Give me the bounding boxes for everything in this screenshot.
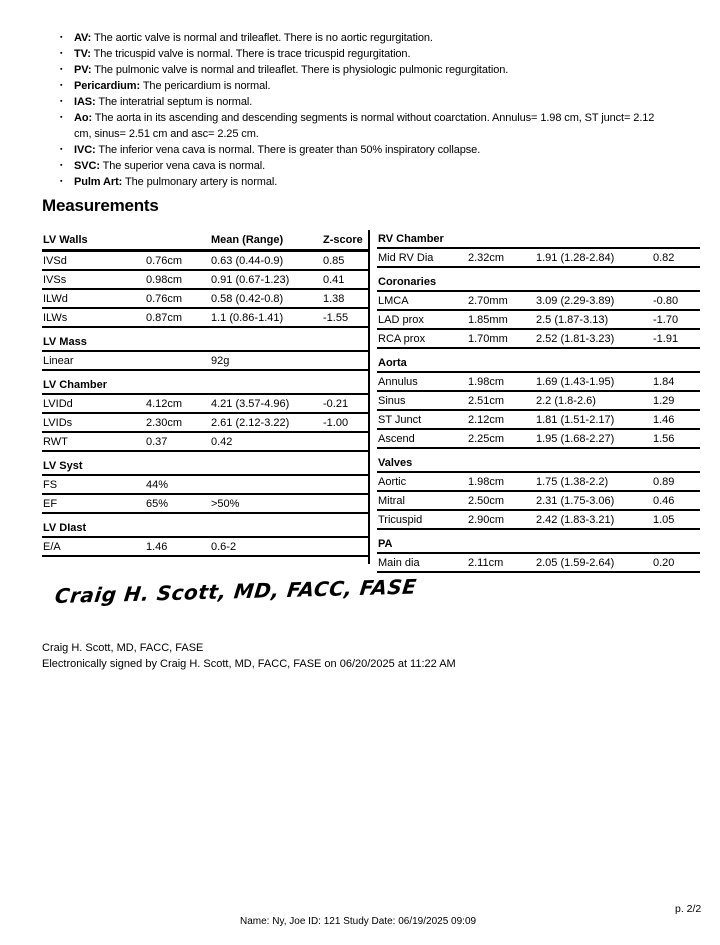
table-cell: 4.21 (3.57-4.96) <box>211 398 290 410</box>
table-cell: 0.89 <box>653 476 675 488</box>
table-cell: LV Syst <box>43 460 83 472</box>
bullet-square-icon: ▪ <box>60 114 63 121</box>
table-cell: IVSd <box>43 255 67 267</box>
measurements-heading: Measurements <box>42 196 159 215</box>
bullet-square-icon: ▪ <box>60 178 63 185</box>
finding-item <box>60 78 685 94</box>
table-cell: 1.98cm <box>468 476 505 488</box>
footer-patient-info: Name: Ny, Joe ID: 121 Study Date: 06/19/2025 09:09 <box>240 916 477 927</box>
finding-description: The pulmonary artery is normal. <box>124 176 278 188</box>
table-cell <box>145 243 210 249</box>
table-cell <box>145 366 210 369</box>
table-row <box>42 252 368 271</box>
finding-label: TV: <box>74 48 91 60</box>
table-row <box>377 473 700 492</box>
table-cell: Z-score <box>323 234 363 246</box>
table-cell <box>322 509 368 512</box>
lv-measurements-table <box>42 230 368 557</box>
table-cell <box>210 490 322 493</box>
table-cell: 2.70mm <box>468 295 508 307</box>
table-cell: Ascend <box>378 433 415 445</box>
table-cell: LVIDd <box>43 398 73 410</box>
table-cell: LV Mass <box>43 336 87 348</box>
table-cell: 0.42 <box>211 436 233 448</box>
table-cell: LV Chamber <box>43 379 107 391</box>
table-row <box>377 292 700 311</box>
table-row <box>377 411 700 430</box>
table-cell: Mean (Range) <box>211 234 284 246</box>
table-cell: IVSs <box>43 274 67 286</box>
table-cell: 1.69 (1.43-1.95) <box>536 376 615 388</box>
table-row <box>377 554 700 573</box>
table-row <box>377 511 700 530</box>
table-cell: 1.38 <box>323 293 345 305</box>
table-cell: -1.91 <box>653 333 679 345</box>
table-cell: 44% <box>146 479 169 491</box>
table-cell: LAD prox <box>378 314 424 326</box>
table-cell: 1.84 <box>653 376 675 388</box>
table-cell: 0.87cm <box>146 312 183 324</box>
table-cell: 92g <box>211 355 230 367</box>
table-cell: Mitral <box>378 495 405 507</box>
table-section-title <box>42 519 368 538</box>
table-cell: Valves <box>378 457 413 469</box>
bullet-square-icon: ▪ <box>60 82 63 89</box>
finding-label: Ao: <box>74 112 93 124</box>
table-section-title <box>42 457 368 476</box>
footer-page-number: p. 2/2 <box>675 903 702 915</box>
table-cell: 1.46 <box>146 541 168 553</box>
table-cell <box>322 366 368 369</box>
table-cell: 0.46 <box>653 495 675 507</box>
finding-item <box>60 142 685 158</box>
table-cell: LMCA <box>378 295 409 307</box>
table-cell: E/A <box>43 541 61 553</box>
finding-text <box>74 30 659 46</box>
finding-label: IVC: <box>74 144 96 156</box>
table-cell: ILWs <box>43 312 68 324</box>
table-cell: 0.76cm <box>146 255 183 267</box>
table-row <box>42 395 368 414</box>
table-cell: RWT <box>43 436 68 448</box>
finding-label: PV: <box>74 64 92 76</box>
finding-item <box>60 62 685 78</box>
table-cell: -0.21 <box>323 398 349 410</box>
table-cell: 2.30cm <box>146 417 183 429</box>
bullet-square-icon: ▪ <box>60 66 63 73</box>
table-row <box>42 309 368 328</box>
table-cell: 2.12cm <box>468 414 505 426</box>
table-cell: 2.11cm <box>468 557 504 569</box>
finding-description: The pericardium is normal. <box>142 80 271 92</box>
table-row <box>377 492 700 511</box>
table-cell: 2.61 (2.12-3.22) <box>211 417 290 429</box>
table-cell: Coronaries <box>378 276 437 288</box>
table-cell: 2.5 (1.87-3.13) <box>536 314 609 326</box>
table-cell: 1.95 (1.68-2.27) <box>536 433 615 445</box>
table-cell: 2.52 (1.81-3.23) <box>536 333 615 345</box>
table-cell: Aorta <box>378 357 407 369</box>
table-cell: Annulus <box>378 376 418 388</box>
table-row <box>42 271 368 290</box>
finding-item <box>60 46 685 62</box>
finding-text <box>74 174 659 190</box>
table-cell: EF <box>43 498 58 510</box>
table-cell: 0.20 <box>653 557 675 569</box>
table-cell: -1.55 <box>323 312 349 324</box>
table-cell: 0.76cm <box>146 293 183 305</box>
table-cell: 2.05 (1.59-2.64) <box>536 557 615 569</box>
table-cell: 0.63 (0.44-0.9) <box>211 255 284 267</box>
table-cell: 0.58 (0.42-0.8) <box>211 293 284 305</box>
table-cell: 2.25cm <box>468 433 505 445</box>
finding-text <box>74 78 659 94</box>
finding-description: The aorta in its ascending and descending segments is normal without coarctation. Annulus= 1.98 cm, ST junct= 2.12 cm, sinus= 2.51 cm and asc= 2.25 cm. <box>74 112 655 140</box>
table-cell: 1.75 (1.38-2.2) <box>536 476 609 488</box>
table-cell: 2.50cm <box>468 495 505 507</box>
table-cell: 4.12cm <box>146 398 183 410</box>
table-cell: Tricuspid <box>378 514 423 526</box>
finding-description: The inferior vena cava is normal. There is greater than 50% inspiratory collapse. <box>98 144 481 156</box>
finding-label: IAS: <box>74 96 96 108</box>
bullet-square-icon: ▪ <box>60 98 63 105</box>
table-section-title <box>377 535 700 554</box>
table-row <box>42 538 368 557</box>
finding-text <box>74 158 659 174</box>
finding-item <box>60 110 685 142</box>
table-cell: FS <box>43 479 58 491</box>
finding-description: The pulmonic valve is normal and trileaflet. There is physiologic pulmonic regurgitation. <box>94 64 509 76</box>
table-cell: 1.46 <box>653 414 675 426</box>
table-cell: 0.41 <box>323 274 345 286</box>
table-cell: 3.09 (2.29-3.89) <box>536 295 615 307</box>
table-row <box>377 430 700 449</box>
physician-name-line: Craig H. Scott, MD, FACC, FASE <box>42 642 204 654</box>
table-divider-line <box>368 230 370 564</box>
table-cell: Aortic <box>378 476 407 488</box>
finding-description: The interatrial septum is normal. <box>98 96 253 108</box>
table-cell: 0.82 <box>653 252 675 264</box>
table-cell: Main dia <box>378 557 420 569</box>
table-row <box>42 414 368 433</box>
table-cell: RCA prox <box>378 333 426 345</box>
table-cell <box>322 447 368 450</box>
table-cell: 2.31 (1.75-3.06) <box>536 495 615 507</box>
table-section-title <box>377 454 700 473</box>
table-header-row <box>42 230 368 252</box>
table-cell: >50% <box>211 498 240 510</box>
table-cell: -1.70 <box>653 314 679 326</box>
table-section-title <box>377 230 700 249</box>
findings-list <box>60 30 685 190</box>
table-row <box>377 249 700 268</box>
table-cell: 2.90cm <box>468 514 505 526</box>
rv-aorta-measurements-table <box>377 230 700 573</box>
table-cell <box>322 552 368 555</box>
table-cell: 1.70mm <box>468 333 508 345</box>
table-cell: 0.98cm <box>146 274 183 286</box>
bullet-square-icon: ▪ <box>60 146 63 153</box>
table-section-title <box>42 376 368 395</box>
finding-description: The tricuspid valve is normal. There is trace tricuspid regurgitation. <box>93 48 411 60</box>
table-cell: -0.80 <box>653 295 679 307</box>
table-cell <box>322 490 368 493</box>
table-cell: 1.05 <box>653 514 675 526</box>
bullet-square-icon: ▪ <box>60 34 63 41</box>
table-cell: Sinus <box>378 395 406 407</box>
finding-label: Pericardium: <box>74 80 141 92</box>
table-cell: 65% <box>146 498 169 510</box>
table-row <box>42 290 368 309</box>
table-cell: Linear <box>43 355 74 367</box>
table-cell: 2.42 (1.83-3.21) <box>536 514 615 526</box>
table-row <box>42 495 368 514</box>
table-section-title <box>377 273 700 292</box>
finding-item <box>60 30 685 46</box>
table-cell: 1.91 (1.28-2.84) <box>536 252 615 264</box>
table-section-title <box>377 354 700 373</box>
table-section-title <box>42 333 368 352</box>
finding-description: The aortic valve is normal and trileaflet. There is no aortic regurgitation. <box>94 32 433 44</box>
table-row <box>377 330 700 349</box>
table-cell: RV Chamber <box>378 233 444 245</box>
table-cell: LV DIast <box>43 522 87 534</box>
finding-text <box>74 62 659 78</box>
table-row <box>42 352 368 371</box>
finding-text <box>74 46 659 62</box>
table-cell: -1.00 <box>323 417 349 429</box>
table-cell: Mid RV Dia <box>378 252 434 264</box>
table-cell: ILWd <box>43 293 68 305</box>
table-cell: 2.51cm <box>468 395 505 407</box>
finding-label: AV: <box>74 32 92 44</box>
signature-block <box>42 640 456 672</box>
finding-label: SVC: <box>74 160 100 172</box>
table-row <box>42 433 368 452</box>
table-cell: 0.37 <box>146 436 168 448</box>
finding-text <box>74 142 659 158</box>
table-row <box>377 373 700 392</box>
finding-item <box>60 158 685 174</box>
bullet-square-icon: ▪ <box>60 50 63 57</box>
table-cell: 1.1 (0.86-1.41) <box>211 312 284 324</box>
table-cell: PA <box>378 538 393 550</box>
table-cell: 1.56 <box>653 433 675 445</box>
table-cell: 1.81 (1.51-2.17) <box>536 414 615 426</box>
table-row <box>42 476 368 495</box>
table-cell: LV Walls <box>43 234 88 246</box>
table-cell: 0.91 (0.67-1.23) <box>211 274 290 286</box>
table-cell: 1.98cm <box>468 376 505 388</box>
table-cell: ST Junct <box>378 414 422 426</box>
table-cell: LVIDs <box>43 417 73 429</box>
finding-item <box>60 94 685 110</box>
table-cell: 2.32cm <box>468 252 505 264</box>
table-cell: 1.29 <box>653 395 675 407</box>
table-cell: 1.85mm <box>468 314 508 326</box>
electronic-signature-line: Electronically signed by Craig H. Scott, MD, FACC, FASE on 06/20/2025 at 11:22 AM <box>42 658 456 670</box>
physician-signature-script: Craig H. Scott, MD, FACC, FASE <box>53 574 418 609</box>
finding-description: The superior vena cava is normal. <box>102 160 266 172</box>
table-cell: 2.2 (1.8-2.6) <box>536 395 596 407</box>
table-row <box>377 392 700 411</box>
finding-text <box>74 94 659 110</box>
table-cell: 0.85 <box>323 255 345 267</box>
finding-item <box>60 174 685 190</box>
finding-text <box>74 110 659 142</box>
table-row <box>377 311 700 330</box>
table-cell: 0.6-2 <box>211 541 237 553</box>
bullet-square-icon: ▪ <box>60 162 63 169</box>
finding-label: Pulm Art: <box>74 176 123 188</box>
